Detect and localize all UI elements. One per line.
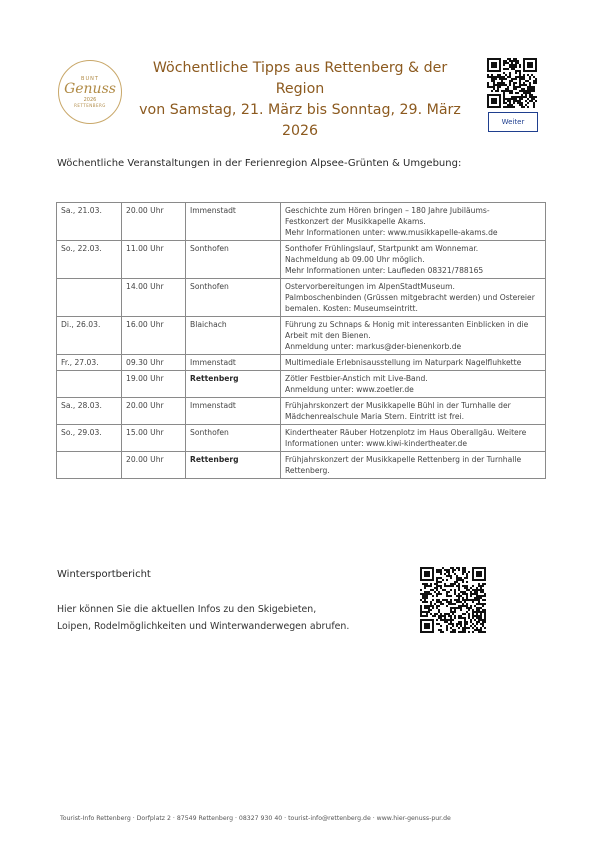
event-description bbox=[281, 371, 546, 398]
event-time: 11.00 Uhr bbox=[122, 241, 186, 279]
title-line-2: von Samstag, 21. März bis Sonntag, 29. März 2026 bbox=[139, 102, 461, 139]
event-place: Blaichach bbox=[186, 317, 281, 355]
event-date: So., 22.03. bbox=[57, 241, 122, 279]
footer-contact: Tourist-Info Rettenberg · Dorfplatz 2 · 87549 Rettenberg · 08327 930 40 · tourist-info@rettenberg.de · www.hier-genuss-pur.de bbox=[60, 815, 451, 822]
bunt-genuss-logo bbox=[58, 60, 122, 124]
event-description-line: Palmboschenbinden (Grüssen mitgebracht werden) und Ostereier bbox=[285, 293, 535, 302]
event-description-line: Zötler Festbier-Anstich mit Live-Band. bbox=[285, 374, 428, 383]
table-row bbox=[57, 355, 546, 371]
event-description-line: Informationen unter: www.kiwi-kindertheater.de bbox=[285, 439, 468, 448]
event-description-line: Frühjahrskonzert der Musikkapelle Rettenberg in der Turnhalle bbox=[285, 455, 522, 464]
table-row bbox=[57, 452, 546, 479]
event-date bbox=[57, 279, 122, 317]
qr-code-pattern bbox=[420, 567, 486, 633]
wintersport-line-1: Hier können Sie die aktuellen Infos zu den Skigebieten, bbox=[57, 604, 317, 615]
event-place: Sonthofen bbox=[186, 425, 281, 452]
event-place: Rettenberg bbox=[186, 452, 281, 479]
qr-code-top[interactable] bbox=[487, 58, 537, 108]
event-time: 16.00 Uhr bbox=[122, 317, 186, 355]
event-description bbox=[281, 279, 546, 317]
event-description-line: Arbeit mit den Bienen. bbox=[285, 331, 371, 340]
event-description-line: Mädchenrealschule Maria Stern. Eintritt ist frei. bbox=[285, 412, 465, 421]
page-title bbox=[130, 58, 470, 142]
event-time: 20.00 Uhr bbox=[122, 203, 186, 241]
events-heading: Wöchentliche Veranstaltungen in der Ferienregion Alpsee-Grünten & Umgebung: bbox=[57, 158, 462, 169]
event-place: Immenstadt bbox=[186, 203, 281, 241]
event-description-line: Multimediale Erlebnisausstellung im Naturpark Nagelfluhkette bbox=[285, 358, 522, 367]
event-description-line: Rettenberg. bbox=[285, 466, 330, 475]
event-description-line: Sonthofer Frühlingslauf, Startpunkt am Wonnemar. bbox=[285, 244, 479, 253]
event-time: 20.00 Uhr bbox=[122, 452, 186, 479]
event-time: 14.00 Uhr bbox=[122, 279, 186, 317]
events-table bbox=[56, 202, 546, 479]
event-date bbox=[57, 452, 122, 479]
event-description-line: Nachmeldung ab 09.00 Uhr möglich. bbox=[285, 255, 425, 264]
event-description bbox=[281, 203, 546, 241]
table-row bbox=[57, 203, 546, 241]
event-description bbox=[281, 452, 546, 479]
wintersport-line-2: Loipen, Rodelmöglichkeiten und Winterwanderwegen abrufen. bbox=[57, 621, 350, 632]
weiter-button[interactable]: Weiter bbox=[488, 112, 538, 132]
event-description-line: Mehr Informationen unter: Laufleden 08321/788165 bbox=[285, 266, 484, 275]
event-time: 09.30 Uhr bbox=[122, 355, 186, 371]
table-row bbox=[57, 279, 546, 317]
event-description-line: Anmeldung unter: www.zoetler.de bbox=[285, 385, 414, 394]
qr-code-pattern bbox=[487, 58, 537, 108]
event-description bbox=[281, 241, 546, 279]
logo-line-3: 2026 bbox=[83, 97, 97, 103]
event-date: Di., 26.03. bbox=[57, 317, 122, 355]
event-place: Immenstadt bbox=[186, 355, 281, 371]
table-row bbox=[57, 371, 546, 398]
event-description-line: Geschichte zum Hören bringen – 180 Jahre Jubiläums- bbox=[285, 206, 490, 215]
event-description-line: Führung zu Schnaps & Honig mit interessanten Einblicken in die bbox=[285, 320, 529, 329]
event-description-line: Festkonzert der Musikkapelle Akams. bbox=[285, 217, 426, 226]
event-place: Immenstadt bbox=[186, 398, 281, 425]
event-description-line: Mehr Informationen unter: www.musikkapelle-akams.de bbox=[285, 228, 498, 237]
wintersport-text bbox=[57, 601, 377, 635]
event-description-line: Kindertheater Räuber Hotzenplotz im Haus Oberallgäu. Weitere bbox=[285, 428, 527, 437]
event-description-line: bemalen. Kosten: Museumseintritt. bbox=[285, 304, 418, 313]
table-row bbox=[57, 425, 546, 452]
event-time: 20.00 Uhr bbox=[122, 398, 186, 425]
wintersport-heading: Wintersportbericht bbox=[57, 569, 151, 580]
qr-code-wintersport[interactable] bbox=[420, 567, 486, 633]
event-place: Sonthofen bbox=[186, 279, 281, 317]
event-date: Sa., 21.03. bbox=[57, 203, 122, 241]
event-description-line: Ostervorbereitungen im AlpenStadtMuseum. bbox=[285, 282, 455, 291]
event-description-line: Frühjahrskonzert der Musikkapelle Bühl in der Turnhalle der bbox=[285, 401, 511, 410]
event-description-line: Anmeldung unter: markus@der-bienenkorb.de bbox=[285, 342, 462, 351]
event-description bbox=[281, 355, 546, 371]
logo-line-4: RETTENBERG bbox=[74, 103, 106, 108]
event-date bbox=[57, 371, 122, 398]
event-place: Rettenberg bbox=[186, 371, 281, 398]
event-time: 19.00 Uhr bbox=[122, 371, 186, 398]
event-time: 15.00 Uhr bbox=[122, 425, 186, 452]
event-date: Sa., 28.03. bbox=[57, 398, 122, 425]
event-description bbox=[281, 425, 546, 452]
table-row bbox=[57, 398, 546, 425]
table-row bbox=[57, 241, 546, 279]
event-description bbox=[281, 398, 546, 425]
event-date: So., 29.03. bbox=[57, 425, 122, 452]
logo-line-2: Genuss bbox=[64, 81, 116, 97]
table-row bbox=[57, 317, 546, 355]
title-line-1: Wöchentliche Tipps aus Rettenberg & der Region bbox=[152, 60, 448, 97]
event-place: Sonthofen bbox=[186, 241, 281, 279]
event-date: Fr., 27.03. bbox=[57, 355, 122, 371]
event-description bbox=[281, 317, 546, 355]
logo-line-1: BUNT bbox=[81, 76, 99, 82]
